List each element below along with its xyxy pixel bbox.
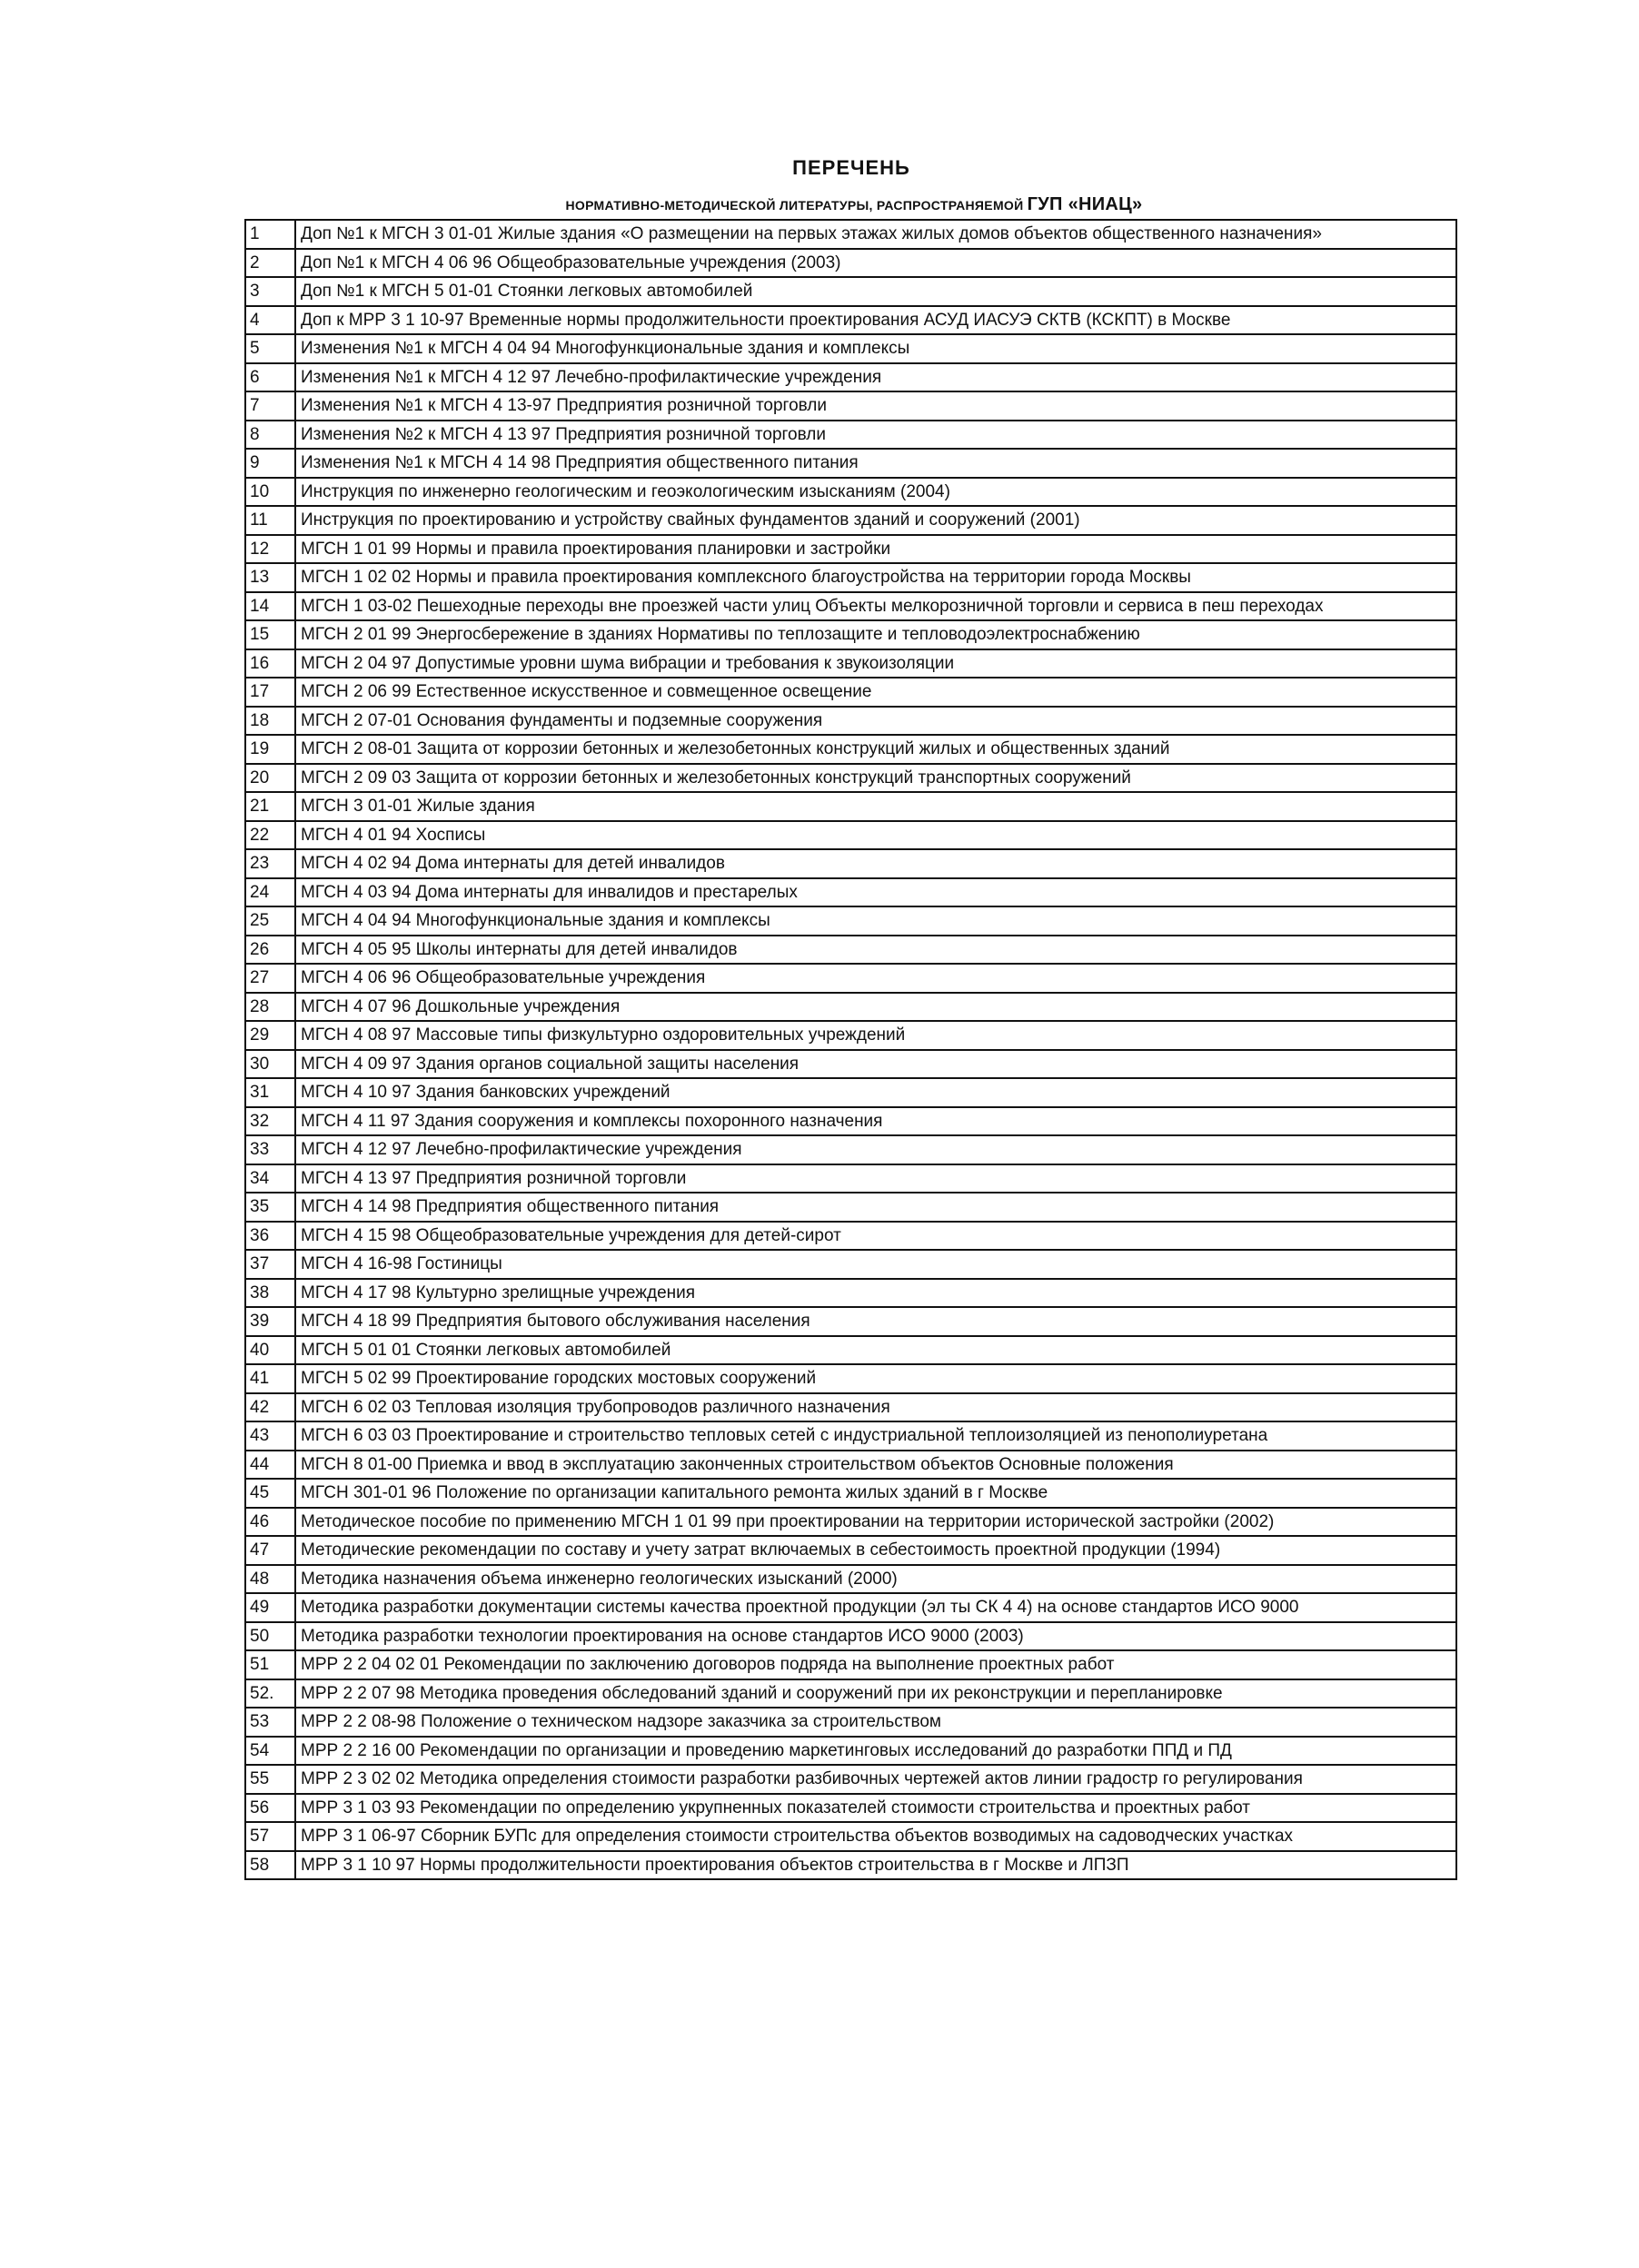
row-title: Изменения №1 к МГСН 4 13-97 Предприятия розничной торговли [295, 391, 1456, 421]
table-row [245, 363, 1456, 392]
row-number: 34 [245, 1164, 295, 1193]
table-row [245, 849, 1456, 878]
table-row [245, 1050, 1456, 1079]
table-row [245, 821, 1456, 850]
row-number: 26 [245, 936, 295, 965]
literature-table [244, 219, 1457, 1880]
table-row [245, 1708, 1456, 1737]
table-row [245, 1421, 1456, 1451]
row-number: 3 [245, 277, 295, 306]
table-row [245, 1135, 1456, 1164]
table-row [245, 792, 1456, 821]
table-row [245, 306, 1456, 335]
table-row [245, 964, 1456, 993]
row-number: 23 [245, 849, 295, 878]
row-title: МГСН 8 01-00 Приемка и ввод в эксплуатацию законченных строительством объектов Основные положения [295, 1451, 1456, 1480]
row-title: МРР 3 1 03 93 Рекомендации по определению укрупненных показателей стоимости строительства и проектных работ [295, 1794, 1456, 1823]
row-number: 52. [245, 1679, 295, 1708]
table-row [245, 592, 1456, 621]
table-row [245, 334, 1456, 363]
table-row [245, 249, 1456, 278]
row-number: 45 [245, 1479, 295, 1508]
row-title: МГСН 2 07-01 Основания фундаменты и подземные сооружения [295, 707, 1456, 736]
row-number: 51 [245, 1650, 295, 1679]
row-number: 11 [245, 506, 295, 535]
row-number: 42 [245, 1393, 295, 1422]
row-title: МГСН 6 02 03 Тепловая изоляция трубопроводов различного назначения [295, 1393, 1456, 1422]
row-number: 48 [245, 1565, 295, 1594]
row-title: МРР 2 2 04 02 01 Рекомендации по заключению договоров подряда на выполнение проектных работ [295, 1650, 1456, 1679]
row-number: 46 [245, 1508, 295, 1537]
row-title: МГСН 4 04 94 Многофункциональные здания и комплексы [295, 906, 1456, 936]
row-number: 41 [245, 1364, 295, 1393]
row-number: 37 [245, 1250, 295, 1279]
row-number: 56 [245, 1794, 295, 1823]
row-title: Методика назначения объема инженерно геологических изысканий (2000) [295, 1565, 1456, 1594]
table-row [245, 535, 1456, 564]
row-title: МРР 2 3 02 02 Методика определения стоимости разработки разбивочных чертежей актов линии градостр го регулирования [295, 1765, 1456, 1794]
row-number: 19 [245, 735, 295, 764]
row-title: Доп к МРР 3 1 10-97 Временные нормы продолжительности проектирования АСУД ИАСУЭ СКТВ (КСКПТ) в Москве [295, 306, 1456, 335]
table-row [245, 993, 1456, 1022]
row-number: 40 [245, 1336, 295, 1365]
row-number: 2 [245, 249, 295, 278]
table-row [245, 707, 1456, 736]
row-number: 38 [245, 1279, 295, 1308]
row-title: МГСН 4 02 94 Дома интернаты для детей инвалидов [295, 849, 1456, 878]
row-number: 47 [245, 1536, 295, 1565]
row-title: МГСН 2 01 99 Энергосбережение в зданиях Нормативы по теплозащите и тепловодоэлектроснабжению [295, 620, 1456, 649]
page-title: ПЕРЕЧЕНЬ [792, 156, 910, 179]
row-number: 14 [245, 592, 295, 621]
row-title: Методика разработки технологии проектирования на основе стандартов ИСО 9000 (2003) [295, 1622, 1456, 1651]
table-row [245, 506, 1456, 535]
table-row [245, 1622, 1456, 1651]
table-row [245, 1794, 1456, 1823]
row-number: 39 [245, 1307, 295, 1336]
row-number: 33 [245, 1135, 295, 1164]
row-title: МГСН 5 02 99 Проектирование городских мостовых сооружений [295, 1364, 1456, 1393]
row-number: 49 [245, 1593, 295, 1622]
row-number: 54 [245, 1737, 295, 1766]
row-title: МГСН 4 10 97 Здания банковских учреждений [295, 1078, 1456, 1107]
table-row [245, 764, 1456, 793]
row-title: Инструкция по инженерно геологическим и геоэкологическим изысканиям (2004) [295, 478, 1456, 507]
table-row [245, 1822, 1456, 1851]
row-number: 10 [245, 478, 295, 507]
table-row [245, 1650, 1456, 1679]
table-row [245, 1851, 1456, 1880]
row-title: Доп №1 к МГСН 4 06 96 Общеобразовательные учреждения (2003) [295, 249, 1456, 278]
table-row [245, 1737, 1456, 1766]
row-number: 35 [245, 1193, 295, 1222]
row-number: 29 [245, 1021, 295, 1050]
row-number: 55 [245, 1765, 295, 1794]
row-title: МГСН 3 01-01 Жилые здания [295, 792, 1456, 821]
row-title: МГСН 1 02 02 Нормы и правила проектирования комплексного благоустройства на территории города Москвы [295, 563, 1456, 592]
row-number: 12 [245, 535, 295, 564]
row-title: МГСН 4 17 98 Культурно зрелищные учреждения [295, 1279, 1456, 1308]
row-title: Изменения №1 к МГСН 4 04 94 Многофункциональные здания и комплексы [295, 334, 1456, 363]
literature-table-body [245, 220, 1456, 1879]
row-title: МГСН 301-01 96 Положение по организации капитального ремонта жилых зданий в г Москве [295, 1479, 1456, 1508]
row-number: 31 [245, 1078, 295, 1107]
row-title: МГСН 4 12 97 Лечебно-профилактические учреждения [295, 1135, 1456, 1164]
table-row [245, 1021, 1456, 1050]
table-row [245, 1536, 1456, 1565]
row-number: 6 [245, 363, 295, 392]
row-number: 13 [245, 563, 295, 592]
row-title: МГСН 4 11 97 Здания сооружения и комплексы похоронного назначения [295, 1107, 1456, 1136]
row-title: Инструкция по проектированию и устройству свайных фундаментов зданий и сооружений (2001) [295, 506, 1456, 535]
row-number: 58 [245, 1851, 295, 1880]
row-title: Изменения №1 к МГСН 4 12 97 Лечебно-профилактические учреждения [295, 363, 1456, 392]
table-row [245, 1451, 1456, 1480]
row-title: МГСН 4 16-98 Гостиницы [295, 1250, 1456, 1279]
table-row [245, 1107, 1456, 1136]
table-row [245, 1250, 1456, 1279]
table-row [245, 1164, 1456, 1193]
row-number: 15 [245, 620, 295, 649]
table-row [245, 1336, 1456, 1365]
row-title: МГСН 2 09 03 Защита от коррозии бетонных и железобетонных конструкций транспортных сооружений [295, 764, 1456, 793]
row-title: Доп №1 к МГСН 5 01-01 Стоянки легковых автомобилей [295, 277, 1456, 306]
table-row [245, 735, 1456, 764]
row-number: 25 [245, 906, 295, 936]
row-number: 30 [245, 1050, 295, 1079]
row-title: МГСН 2 08-01 Защита от коррозии бетонных и железобетонных конструкций жилых и общественных зданий [295, 735, 1456, 764]
table-row [245, 878, 1456, 907]
row-title: МГСН 4 06 96 Общеобразовательные учреждения [295, 964, 1456, 993]
table-row [245, 391, 1456, 421]
row-title: МГСН 4 13 97 Предприятия розничной торговли [295, 1164, 1456, 1193]
row-number: 50 [245, 1622, 295, 1651]
row-number: 1 [245, 220, 295, 249]
table-row [245, 1508, 1456, 1537]
row-number: 17 [245, 678, 295, 707]
row-number: 28 [245, 993, 295, 1022]
table-row [245, 478, 1456, 507]
row-title: МГСН 6 03 03 Проектирование и строительство тепловых сетей с индустриальной теплоизоляцией из пенополиуретана [295, 1421, 1456, 1451]
table-row [245, 1364, 1456, 1393]
row-number: 16 [245, 649, 295, 678]
table-row [245, 421, 1456, 450]
row-number: 27 [245, 964, 295, 993]
row-title: МГСН 4 18 99 Предприятия бытового обслуживания населения [295, 1307, 1456, 1336]
table-row [245, 1393, 1456, 1422]
row-number: 7 [245, 391, 295, 421]
table-row [245, 1222, 1456, 1251]
table-row [245, 906, 1456, 936]
row-number: 20 [245, 764, 295, 793]
row-title: Изменения №2 к МГСН 4 13 97 Предприятия розничной торговли [295, 421, 1456, 450]
row-title: МГСН 4 14 98 Предприятия общественного питания [295, 1193, 1456, 1222]
row-title: МГСН 4 09 97 Здания органов социальной защиты населения [295, 1050, 1456, 1079]
table-row [245, 563, 1456, 592]
row-number: 57 [245, 1822, 295, 1851]
row-title: МГСН 2 06 99 Естественное искусственное и совмещенное освещение [295, 678, 1456, 707]
table-row [245, 1193, 1456, 1222]
table-row [245, 1565, 1456, 1594]
table-row [245, 1279, 1456, 1308]
row-title: МРР 2 2 16 00 Рекомендации по организации и проведению маркетинговых исследований до разработки ППД и ПД [295, 1737, 1456, 1766]
row-title: МГСН 1 03-02 Пешеходные переходы вне проезжей части улиц Объекты мелкорозничной торговли и сервиса в пеш переходах [295, 592, 1456, 621]
row-title: МГСН 1 01 99 Нормы и правила проектирования планировки и застройки [295, 535, 1456, 564]
table-row [245, 449, 1456, 478]
subtitle-main: НОРМАТИВНО-МЕТОДИЧЕСКОЙ ЛИТЕРАТУРЫ, РАСПРОСТРАНЯЕМОЙ [565, 198, 1024, 213]
table-row [245, 678, 1456, 707]
table-row [245, 1593, 1456, 1622]
row-title: Методические рекомендации по составу и учету затрат включаемых в себестоимость проектной продукции (1994) [295, 1536, 1456, 1565]
row-number: 43 [245, 1421, 295, 1451]
table-row [245, 1078, 1456, 1107]
row-number: 5 [245, 334, 295, 363]
table-row [245, 1765, 1456, 1794]
row-number: 9 [245, 449, 295, 478]
row-title: Методика разработки документации системы качества проектной продукции (эл ты СК 4 4) на основе стандартов ИСО 9000 [295, 1593, 1456, 1622]
row-number: 32 [245, 1107, 295, 1136]
row-title: МГСН 4 03 94 Дома интернаты для инвалидов и престарелых [295, 878, 1456, 907]
row-title: МГСН 4 15 98 Общеобразовательные учреждения для детей-сирот [295, 1222, 1456, 1251]
row-number: 8 [245, 421, 295, 450]
row-title: МГСН 5 01 01 Стоянки легковых автомобилей [295, 1336, 1456, 1365]
row-number: 18 [245, 707, 295, 736]
row-title: МРР 3 1 06-97 Сборник БУПс для определения стоимости строительства объектов возводимых на садоводческих участках [295, 1822, 1456, 1851]
row-title: Доп №1 к МГСН 3 01-01 Жилые здания «О размещении на первых этажах жилых домов объектов общественного назначения» [295, 220, 1456, 249]
row-title: МГСН 4 07 96 Дошкольные учреждения [295, 993, 1456, 1022]
table-row [245, 620, 1456, 649]
row-title: МРР 3 1 10 97 Нормы продолжительности проектирования объектов строительства в г Москве и ЛПЗП [295, 1851, 1456, 1880]
table-row [245, 649, 1456, 678]
row-number: 36 [245, 1222, 295, 1251]
row-number: 4 [245, 306, 295, 335]
subtitle-organization: ГУП «НИАЦ» [1027, 194, 1143, 214]
page-subtitle [0, 194, 1639, 215]
row-title: МГСН 4 08 97 Массовые типы физкультурно оздоровительных учреждений [295, 1021, 1456, 1050]
row-number: 21 [245, 792, 295, 821]
table-row [245, 1479, 1456, 1508]
table-row [245, 1679, 1456, 1708]
row-number: 24 [245, 878, 295, 907]
row-title: Изменения №1 к МГСН 4 14 98 Предприятия общественного питания [295, 449, 1456, 478]
row-title: Методическое пособие по применению МГСН 1 01 99 при проектировании на территории исторической застройки (2002) [295, 1508, 1456, 1537]
row-number: 53 [245, 1708, 295, 1737]
table-row [245, 936, 1456, 965]
table-row [245, 1307, 1456, 1336]
row-title: МГСН 4 01 94 Хосписы [295, 821, 1456, 850]
row-title: МГСН 2 04 97 Допустимые уровни шума вибрации и требования к звукоизоляции [295, 649, 1456, 678]
table-row [245, 220, 1456, 249]
row-title: МРР 2 2 08-98 Положение о техническом надзоре заказчика за строительством [295, 1708, 1456, 1737]
row-title: МГСН 4 05 95 Школы интернаты для детей инвалидов [295, 936, 1456, 965]
table-row [245, 277, 1456, 306]
row-title: МРР 2 2 07 98 Методика проведения обследований зданий и сооружений при их реконструкции и перепланировке [295, 1679, 1456, 1708]
row-number: 22 [245, 821, 295, 850]
row-number: 44 [245, 1451, 295, 1480]
